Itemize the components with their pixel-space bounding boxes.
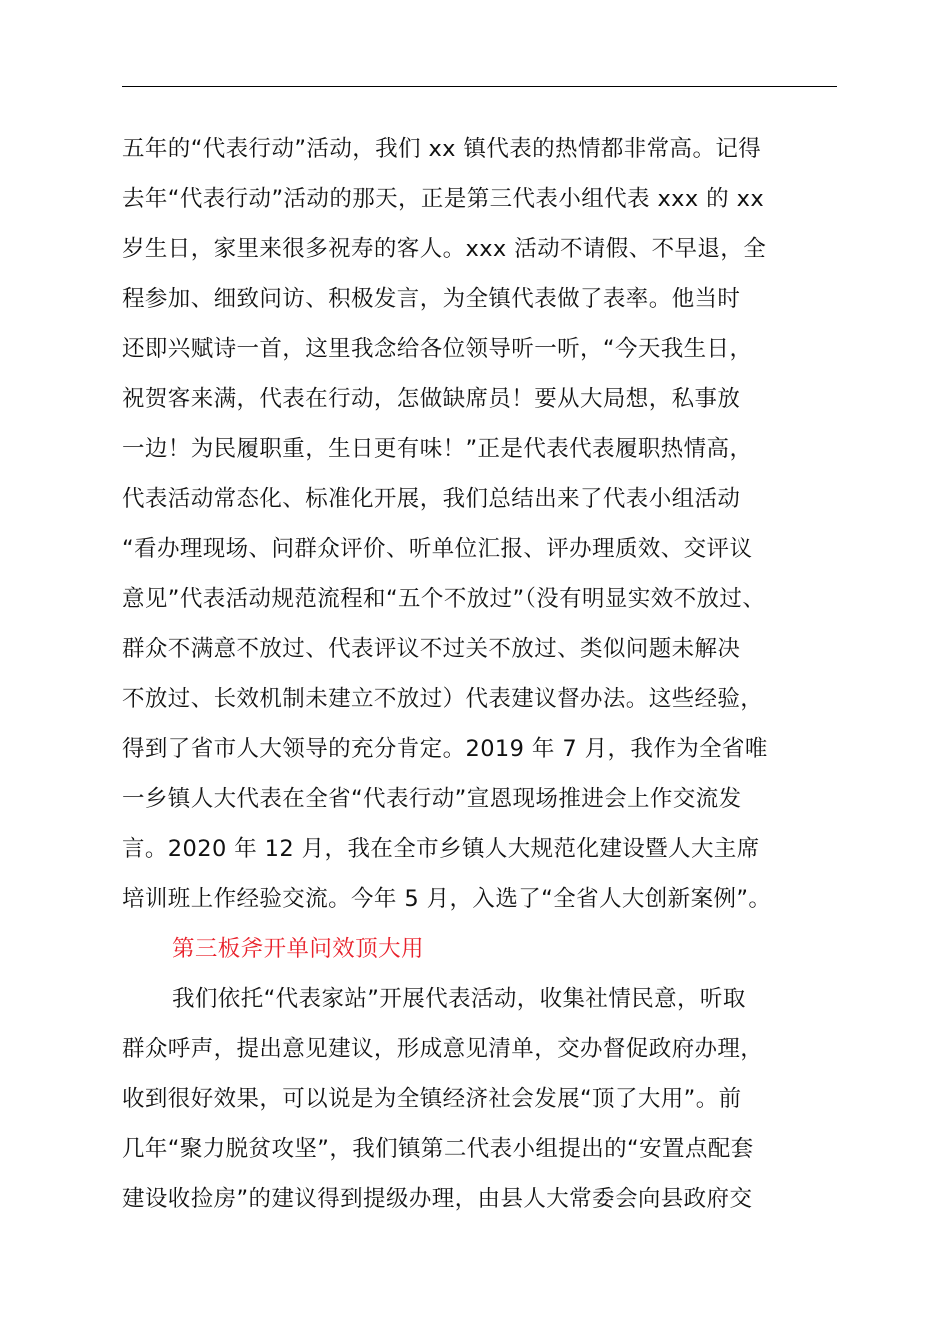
text-line: 收到很好效果，可以说是为全镇经济社会发展“顶了大用”。前 [122, 1086, 742, 1112]
paragraph-1 [122, 124, 844, 924]
text-line: 程参加、细致问访、积极发言，为全镇代表做了表率。他当时 [122, 286, 741, 312]
text-line: 去年“代表行动”活动的那天，正是第三代表小组代表 xxx 的 xx [122, 186, 765, 212]
text-line: 建设收捡房”的建议得到提级办理，由县人大常委会向县政府交 [122, 1186, 753, 1212]
text-line: 祝贺客来满，代表在行动，怎做缺席员！要从大局想，私事放 [122, 386, 741, 412]
text-line: 我们依托“代表家站”开展代表活动，收集社情民意，听取 [172, 986, 746, 1012]
text-line: 得到了省市人大领导的充分肯定。2019 年 7 月，我作为全省唯 [122, 736, 768, 762]
text-line: 群众不满意不放过、代表评议不过关不放过、类似问题未解决 [122, 636, 741, 662]
text-line: 培训班上作经验交流。今年 5 月，入选了“全省人大创新案例”。 [122, 886, 772, 912]
text-line: 言。2020 年 12 月，我在全市乡镇人大规范化建设暨人大主席 [122, 836, 760, 862]
paragraph-2 [122, 974, 844, 1224]
text-line: 几年“聚力脱贫攻坚”，我们镇第二代表小组提出的“安置点配套 [122, 1136, 754, 1162]
text-line: 代表活动常态化、标准化开展，我们总结出来了代表小组活动 [122, 486, 741, 512]
text-line: 岁生日，家里来很多祝寿的客人。xxx 活动不请假、不早退，全 [122, 236, 767, 262]
section-heading: 第三板斧开单问效顶大用 [172, 936, 424, 962]
text-line: 意见”代表活动规范流程和“五个不放过”（没有明显实效不放过、 [122, 586, 766, 612]
text-line: 五年的“代表行动”活动，我们 xx 镇代表的热情都非常高。记得 [122, 136, 762, 162]
text-line: 还即兴赋诗一首，这里我念给各位领导听一听，“今天我生日， [122, 336, 753, 362]
header-rule [122, 86, 837, 87]
text-line: “看办理现场、问群众评价、听单位汇报、评办理质效、交评议 [122, 536, 753, 562]
text-line: 不放过、长效机制未建立不放过）代表建议督办法。这些经验， [122, 686, 764, 712]
document-body [122, 124, 844, 1224]
text-line: 一乡镇人大代表在全省“代表行动”宣恩现场推进会上作交流发 [122, 786, 742, 812]
text-line: 一边！为民履职重，生日更有味！”正是代表代表履职热情高， [122, 436, 753, 462]
text-line: 群众呼声，提出意见建议，形成意见清单，交办督促政府办理， [122, 1036, 764, 1062]
